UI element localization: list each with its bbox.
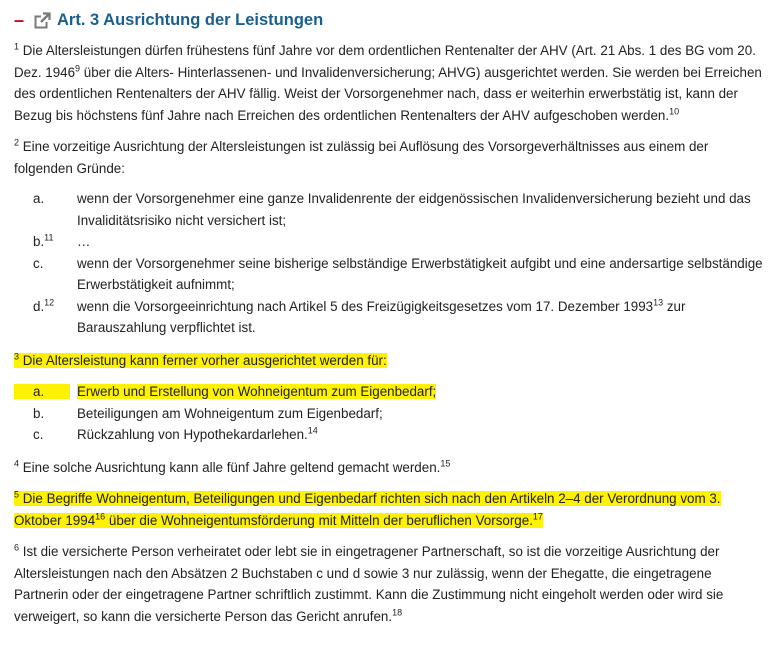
paragraph-1 — [14, 40, 764, 126]
list-item-text-part: zur Barauszahlung verpflichtet ist. — [77, 298, 686, 335]
paragraph-number: 6 — [14, 542, 20, 553]
paragraph-6 — [14, 541, 764, 627]
footnote-link[interactable]: 11 — [44, 232, 54, 243]
paragraph-number: 2 — [14, 137, 20, 148]
paragraph-text: über die Wohneigentumsförderung mit Mitteln der beruflichen Vorsorge. — [105, 512, 533, 528]
list-item-letter: b. — [33, 234, 45, 249]
list-item-label — [14, 296, 77, 339]
highlighted-text — [14, 491, 721, 528]
list-item-label — [14, 231, 77, 253]
list-item-text — [77, 381, 764, 403]
list-item — [14, 424, 764, 446]
list-item-text: … — [77, 234, 91, 249]
list-item-text-part: wenn die Vorsorgeeinrichtung nach Artikel 5 des Freizügigkeitsgesetzes vom 17. Dezember 1993 — [77, 298, 654, 314]
paragraph-number: 5 — [14, 489, 20, 500]
highlighted-text — [14, 353, 387, 368]
footnote-link[interactable]: 15 — [440, 458, 451, 469]
list-item-text — [77, 296, 764, 339]
paragraph-text: über die Alters- Hinterlassenen- und Invalidenversicherung; AHVG) ausgerichtet werden. Sie werden bei Erreichen des ordentlichen Rentenalters der AHV fällig. Weist der Vorsorgenehmer nach, dass er weiterhin erwerbstätig ist, kann der Bezug bis höchstens fünf Jahre nach Erreichen des ordentlichen Rentenalters der AHV aufgeschoben werden. — [14, 64, 762, 123]
list-item-text-part: Rückzahlung von Hypothekardarlehen. — [77, 427, 308, 442]
list-item — [14, 403, 764, 425]
list-item — [14, 188, 764, 231]
paragraph-text: Die Begriffe Wohneigentum, Beteiligungen und Eigenbedarf richten sich nach den Artikeln 2–4 der Verordnung vom 3. Oktober 1994 — [14, 491, 721, 528]
paragraph-number: 3 — [14, 351, 20, 362]
footnote-link[interactable]: 16 — [95, 511, 106, 522]
list-item-text: Beteiligungen am Wohneigentum zum Eigenbedarf; — [77, 405, 383, 421]
paragraph-number: 4 — [14, 458, 20, 469]
paragraph-2 — [14, 136, 764, 179]
paragraph-4 — [14, 457, 764, 479]
paragraph-text: Eine solche Ausrichtung kann alle fünf Jahre geltend gemacht werden. — [22, 459, 441, 475]
list-item-label — [14, 381, 77, 403]
paragraph-number: 1 — [14, 41, 20, 52]
list-item-letter: d. — [33, 298, 45, 314]
paragraph-text: Die Altersleistung kann ferner vorher ausgerichtet werden für: — [22, 352, 387, 368]
paragraph-5 — [14, 488, 764, 531]
paragraph-text: Eine vorzeitige Ausrichtung der Altersleistungen ist zulässig bei Auflösung des Vorsorgeverhältnisses aus einem der folgenden Gründe: — [14, 139, 709, 176]
article-heading — [14, 9, 764, 31]
list-item-text: wenn der Vorsorgenehmer eine ganze Invalidenrente der eidgenössischen Invalidenversicherung bezieht und das Invaliditätsrisiko nicht versichert ist; — [77, 191, 751, 228]
list-item — [14, 231, 764, 253]
list-item-label: c. — [33, 427, 44, 442]
list-item-label: c. — [33, 255, 44, 271]
footnote-link[interactable]: 13 — [653, 297, 664, 308]
paragraph-text: Die Altersleistungen dürfen frühestens fünf Jahre vor dem ordentlichen Rentenalter der AHV (Art. 21 Abs. 1 des BG vom 20. Dez. 1946 — [14, 43, 756, 80]
list-item — [14, 381, 764, 403]
footnote-link[interactable]: 18 — [392, 607, 403, 618]
collapse-minus-icon[interactable]: – — [14, 10, 25, 30]
footnote-link[interactable]: 12 — [44, 297, 55, 308]
list-item-letter: a. — [14, 384, 70, 399]
list-item-label: a. — [33, 191, 45, 206]
list-item-text: wenn der Vorsorgenehmer seine bisherige selbständige Erwerbstätigkeit aufgibt und eine andersartige selbständige Erwerbstätigkeit aufnimmt; — [77, 255, 763, 292]
footnote-link[interactable]: 17 — [532, 511, 543, 522]
article-title: Art. 3 Ausrichtung der Leistungen — [57, 11, 324, 29]
list-item — [14, 296, 764, 339]
open-external-icon[interactable] — [34, 12, 51, 29]
list-item — [14, 253, 764, 296]
footnote-link[interactable]: 10 — [669, 106, 680, 117]
paragraph-text: Ist die versicherte Person verheiratet oder lebt sie in eingetragener Partnerschaft, so ist die vorzeitige Ausrichtung der Altersleistungen nach den Absätzen 2 Buchstaben c und d sowie 3 nur zulässig, wenn der Ehegatte, die eingetragene Partnerin oder der eingetragene Partner schriftlich zustimmt. Kann die Zustimmung nicht eingeholt werden oder wird sie verweigert, so kann die versicherte Person das Gericht anrufen. — [14, 544, 724, 624]
paragraph-3 — [14, 350, 764, 372]
footnote-link[interactable]: 14 — [307, 425, 318, 436]
highlighted-text: Erwerb und Erstellung von Wohneigentum zum Eigenbedarf; — [77, 384, 437, 399]
list-item-text — [77, 424, 764, 446]
list-paragraph-2 — [14, 188, 764, 339]
list-paragraph-3 — [14, 381, 764, 446]
list-item-label: b. — [33, 405, 45, 421]
footnote-link[interactable]: 9 — [75, 63, 81, 74]
